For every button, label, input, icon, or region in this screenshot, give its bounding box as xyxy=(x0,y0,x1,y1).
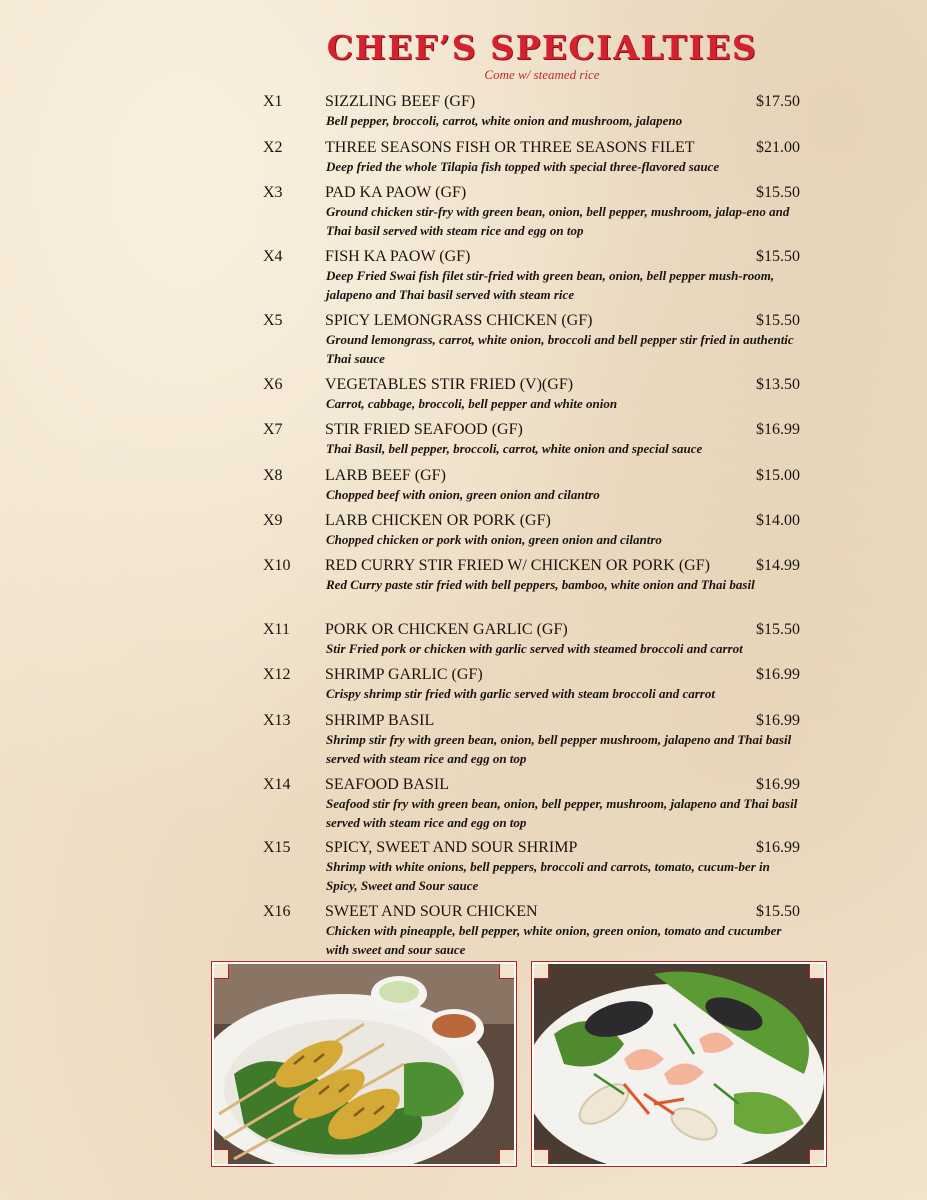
menu-item-name: RED CURRY STIR FRIED W/ CHICKEN OR PORK (GF) xyxy=(325,557,710,574)
menu-item-price: $15.00 xyxy=(756,467,800,484)
menu-item-code: X12 xyxy=(263,666,291,683)
menu-item-name: STIR FRIED SEAFOOD (GF) xyxy=(325,421,523,438)
menu-item-name: LARB BEEF (GF) xyxy=(325,467,446,484)
frame-corner xyxy=(213,1149,229,1165)
menu-item-description: Bell pepper, broccoli, carrot, white onion and mushroom, jalapeno xyxy=(326,113,683,128)
menu-item-description: Thai Basil, bell pepper, broccoli, carrot, white onion and special sauce xyxy=(326,441,703,456)
menu-item-description: Deep fried the whole Tilapia fish topped with special three-flavored sauce xyxy=(326,159,720,174)
menu-item-code: X1 xyxy=(263,93,283,110)
menu-item-description: Carrot, cabbage, broccoli, bell pepper and white onion xyxy=(326,396,618,411)
menu-item-name: SWEET AND SOUR CHICKEN xyxy=(325,903,538,920)
menu-item-description: Chopped beef with onion, green onion and cilantro xyxy=(326,487,600,502)
menu-item-code: X8 xyxy=(263,467,283,484)
menu-item-description: Crispy shrimp stir fried with garlic served with steam broccoli and carrot xyxy=(326,686,715,701)
frame-corner xyxy=(213,963,229,979)
menu-item-price: $16.99 xyxy=(756,776,800,793)
menu-item-price: $14.00 xyxy=(756,512,800,529)
menu-item-name: SHRIMP BASIL xyxy=(325,712,435,729)
menu-item-code: X7 xyxy=(263,421,283,438)
menu-item-description: Stir Fried pork or chicken with garlic served with steamed broccoli and carrot xyxy=(326,641,743,656)
menu-item-code: X11 xyxy=(263,621,290,638)
menu-item-price: $16.99 xyxy=(756,421,800,438)
menu-item-code: X3 xyxy=(263,184,283,201)
page-subtitle: Come w/ steamed rice xyxy=(484,67,600,82)
menu-item-code: X16 xyxy=(263,903,291,920)
page-title: CHEF’S SPECIALTIES xyxy=(326,28,758,67)
menu-item-description: Red Curry paste stir fried with bell peppers, bamboo, white onion and Thai basil xyxy=(326,577,755,592)
menu-item-code: X9 xyxy=(263,512,283,529)
seafood-photo-frame xyxy=(532,962,826,1166)
menu-item-price: $15.50 xyxy=(756,184,800,201)
menu-item-description: Shrimp with white onions, bell peppers, broccoli and carrots, tomato, cucum-ber in Spicy, Sweet and Sour sauce xyxy=(326,859,770,893)
menu-item-code: X5 xyxy=(263,312,283,329)
menu-item-price: $16.99 xyxy=(756,839,800,856)
menu-item-code: X13 xyxy=(263,712,291,729)
menu-item-price: $15.50 xyxy=(756,903,800,920)
menu-item-name: PAD KA PAOW (GF) xyxy=(325,184,467,201)
menu-item-description: Ground chicken stir-fry with green bean, onion, bell pepper, mushroom, jalap-eno and Thai basil served with steam rice and egg on top xyxy=(326,204,790,238)
menu-item-description: Chicken with pineapple, bell pepper, white onion, green onion, tomato and cucumber with sweet and sour sauce xyxy=(326,923,782,957)
menu-item-description: Deep Fried Swai fish filet stir-fried with green bean, onion, bell pepper mush-room, jalapeno and Thai basil served with steam rice xyxy=(326,268,775,302)
menu-item-name: LARB CHICKEN OR PORK (GF) xyxy=(325,512,551,529)
menu-item-price: $14.99 xyxy=(756,557,800,574)
menu-item-price: $13.50 xyxy=(756,376,800,393)
menu-item-price: $21.00 xyxy=(756,139,800,156)
frame-corner xyxy=(499,1149,515,1165)
menu-item-name: SIZZLING BEEF (GF) xyxy=(325,93,476,110)
menu-item-price: $15.50 xyxy=(756,248,800,265)
menu-item-name: FISH KA PAOW (GF) xyxy=(325,248,471,265)
chicken-satay-photo xyxy=(214,964,514,1164)
menu-item-description: Ground lemongrass, carrot, white onion, broccoli and bell pepper stir fried in authentic Thai sauce xyxy=(326,332,794,366)
menu-item-code: X15 xyxy=(263,839,291,856)
menu-item-price: $16.99 xyxy=(756,712,800,729)
menu-item-name: SHRIMP GARLIC (GF) xyxy=(325,666,483,683)
menu-item-description: Seafood stir fry with green bean, onion, bell pepper, mushroom, jalapeno and Thai basil served with steam rice and egg on top xyxy=(326,796,798,830)
menu-item-name: THREE SEASONS FISH OR THREE SEASONS FILET xyxy=(325,139,695,156)
menu-item-code: X10 xyxy=(263,557,291,574)
menu-item-price: $17.50 xyxy=(756,93,800,110)
menu-item-code: X6 xyxy=(263,376,283,393)
menu-item-description: Shrimp stir fry with green bean, onion, bell pepper mushroom, jalapeno and Thai basil served with steam rice and egg on top xyxy=(326,732,792,766)
menu-item-name: SPICY LEMONGRASS CHICKEN (GF) xyxy=(325,312,593,329)
menu-item-description: Chopped chicken or pork with onion, green onion and cilantro xyxy=(326,532,662,547)
satay-photo-frame xyxy=(212,962,516,1166)
menu-item-name: VEGETABLES STIR FRIED (V)(GF) xyxy=(325,376,574,393)
frame-corner xyxy=(809,963,825,979)
menu-item-name: SEAFOOD BASIL xyxy=(325,776,450,793)
menu-item-name: PORK OR CHICKEN GARLIC (GF) xyxy=(325,621,568,638)
frame-corner xyxy=(533,1149,549,1165)
menu-item-code: X14 xyxy=(263,776,291,793)
menu-item-price: $15.50 xyxy=(756,312,800,329)
frame-corner xyxy=(499,963,515,979)
frame-corner xyxy=(809,1149,825,1165)
menu-item-code: X2 xyxy=(263,139,283,156)
frame-corner xyxy=(533,963,549,979)
menu-item-name: SPICY, SWEET AND SOUR SHRIMP xyxy=(325,839,578,856)
menu-item-price: $16.99 xyxy=(756,666,800,683)
menu-item-code: X4 xyxy=(263,248,283,265)
seafood-salad-photo xyxy=(534,964,824,1164)
menu-item-price: $15.50 xyxy=(756,621,800,638)
